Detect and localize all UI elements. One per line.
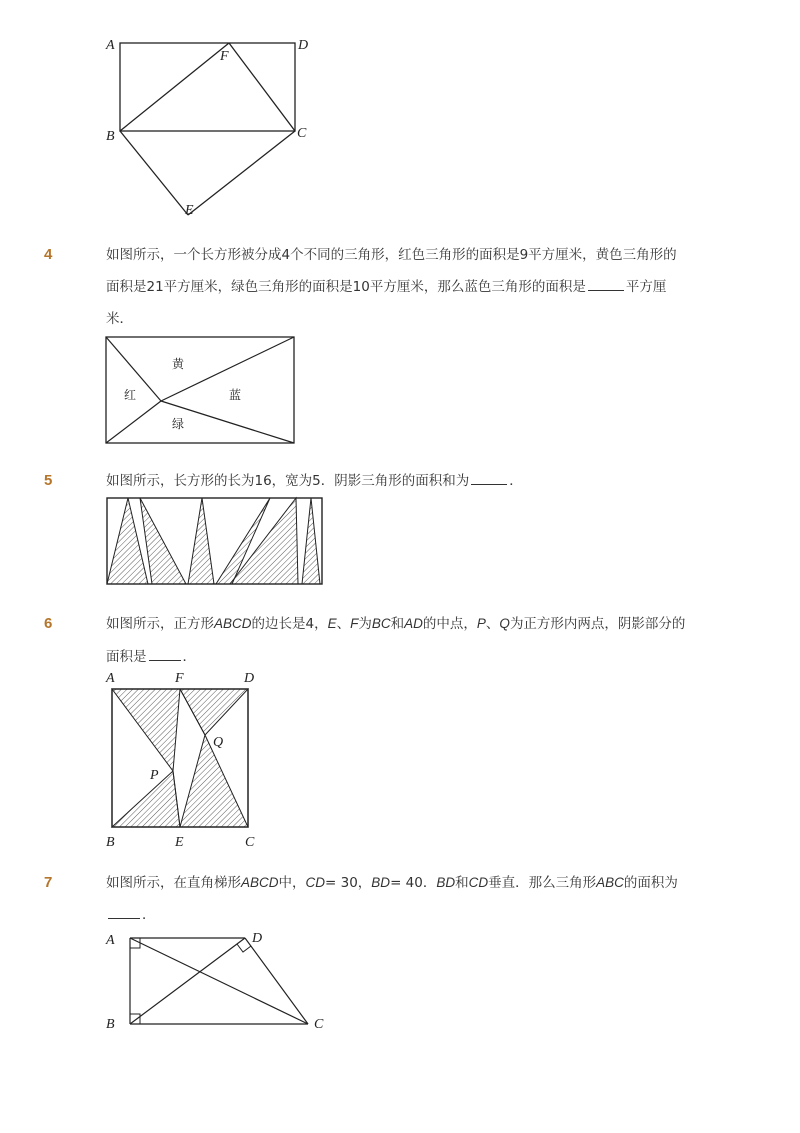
q5-text (106, 473, 523, 489)
q7-abc: ABC (596, 875, 624, 890)
q7-text-b: 中， (278, 875, 306, 891)
q7-text-g: 的面积为 (623, 875, 678, 891)
shaded-triangles-figure (104, 494, 326, 589)
label-b: B (106, 835, 115, 850)
q6-text-line2 (106, 649, 196, 665)
q6-text-line2a: 面积是 (106, 649, 147, 665)
q6-ad: AD (404, 616, 423, 631)
q7-bd: BD (371, 875, 391, 890)
q7-cd2: CD (468, 875, 489, 890)
label-f: F (220, 49, 229, 64)
q6-text-d: 和 (390, 616, 405, 632)
q4-text-line3: 米． (106, 311, 133, 327)
q7-text-line1 (106, 875, 678, 891)
question-number: 7 (44, 874, 53, 891)
label-e: E (185, 203, 194, 218)
label-c: C (297, 126, 307, 141)
q5-text-a: 如图所示，长方形的长为16，宽为5．阴影三角形的面积和为 (106, 473, 470, 489)
colored-triangles-figure (104, 334, 298, 446)
q7-text-line2: ． (142, 907, 156, 923)
label-p: P (150, 768, 159, 783)
label-b: B (106, 1017, 115, 1032)
q7-text-f: 垂直．那么三角形 (488, 875, 597, 891)
label-d: D (298, 38, 309, 53)
trapezoid-figure (100, 925, 335, 1035)
q6-sep: 、 (485, 616, 500, 632)
q6-text-line1 (106, 616, 685, 632)
q6-q: Q (499, 616, 510, 631)
rectangle-triangle-figure (100, 30, 320, 225)
label-a: A (106, 38, 115, 53)
q6-sep: 、 (336, 616, 351, 632)
answer-blank (108, 908, 140, 919)
q7-text-a: 如图所示，在直角梯形 (106, 875, 241, 891)
q6-f: F (350, 616, 359, 631)
label-green: 绿 (172, 417, 185, 431)
q4-text-line2b: 平方厘 (625, 279, 667, 295)
q6-e: E (327, 616, 337, 631)
label-d: D (244, 671, 255, 686)
label-red: 红 (124, 388, 137, 402)
answer-blank (588, 280, 624, 291)
q7-text-c: = 30， (325, 875, 372, 891)
q6-text-f: 为正方形内两点，阴影部分的 (509, 616, 686, 632)
label-d: D (252, 931, 263, 946)
q6-text-e: 的中点， (422, 616, 477, 632)
q6-text-a: 如图所示，正方形 (106, 616, 214, 632)
q4-text-line1: 如图所示，一个长方形被分成4个不同的三角形，红色三角形的面积是9平方厘米，黄色三角形的 (106, 247, 677, 263)
q6-text-line2b: ． (182, 649, 196, 665)
q6-bc: BC (371, 616, 391, 631)
label-q: Q (213, 735, 224, 750)
label-c: C (245, 835, 255, 850)
label-b: B (106, 129, 115, 144)
label-a: A (106, 933, 115, 948)
label-e: E (175, 835, 184, 850)
q6-text-b: 的边长是4， (251, 616, 328, 632)
answer-blank (471, 474, 507, 485)
label-blue: 蓝 (229, 388, 242, 402)
q7-text-d: = 40． (390, 875, 437, 891)
label-a: A (106, 671, 115, 686)
q6-abcd: ABCD (214, 616, 252, 631)
answer-blank (149, 650, 181, 661)
question-number: 6 (44, 615, 53, 632)
label-f: F (175, 671, 184, 686)
q4-text-line2 (106, 279, 666, 295)
question-number: 4 (44, 246, 53, 263)
question-number: 5 (44, 472, 53, 489)
q4-text-line2a: 面积是21平方厘米，绿色三角形的面积是10平方厘米，那么蓝色三角形的面积是 (106, 279, 586, 295)
label-yellow: 黄 (172, 357, 185, 371)
square-shaded-figure (100, 665, 270, 855)
q7-bd2: BD (436, 875, 456, 890)
q7-text-e: 和 (455, 875, 469, 891)
label-c: C (314, 1017, 324, 1032)
q5-text-b: ． (509, 473, 523, 489)
q7-text-line2 (106, 907, 156, 923)
q7-cd: CD (305, 875, 326, 890)
q6-text-c: 为 (358, 616, 372, 632)
q6-p: P (476, 616, 486, 631)
q7-abcd: ABCD (241, 875, 279, 890)
